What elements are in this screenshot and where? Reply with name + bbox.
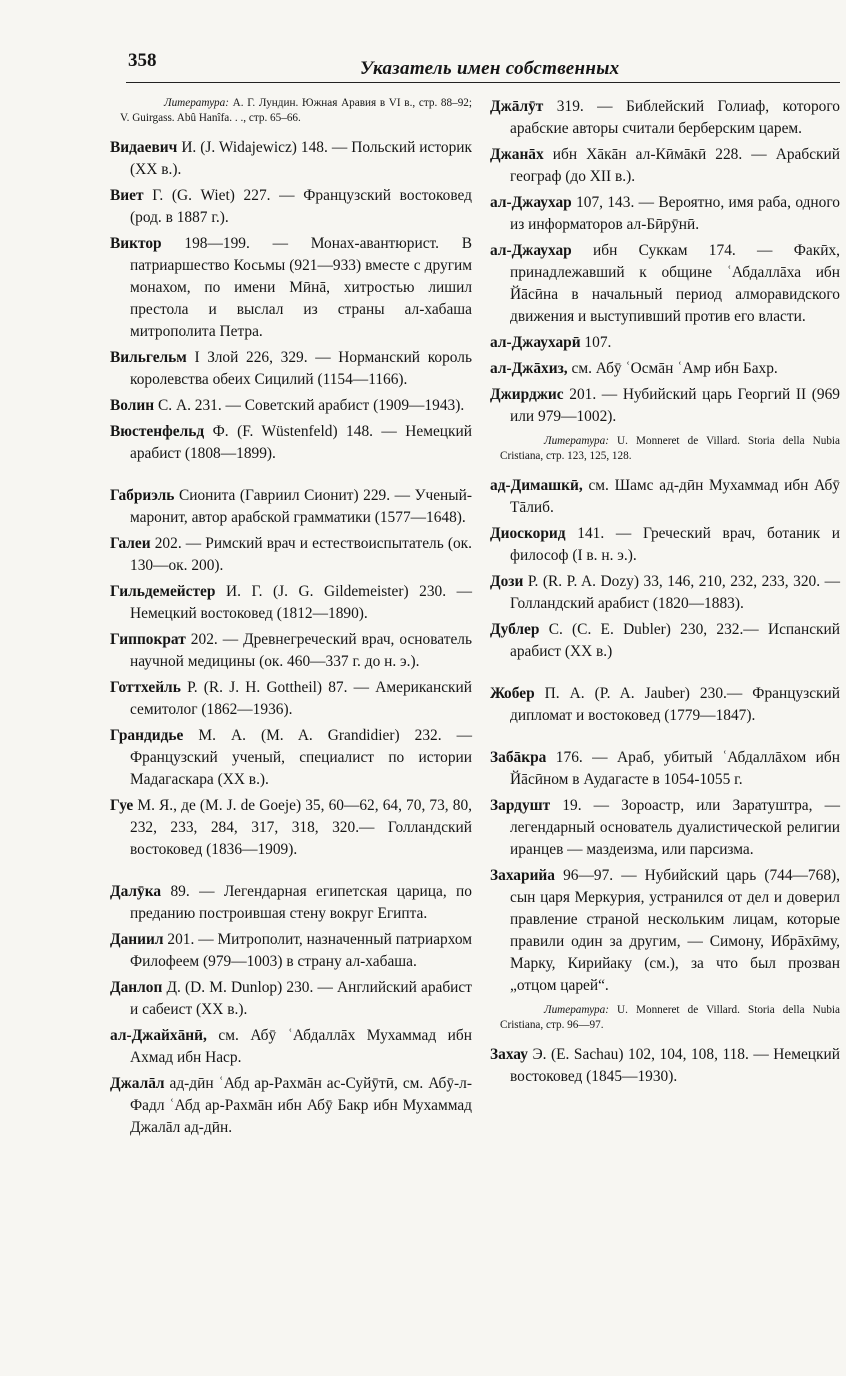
- index-entry: [110, 629, 472, 673]
- entry-headword: Галеи: [110, 535, 151, 552]
- literature-text: U. Monneret de Villard. Storia della Nubia Cristiana, стр. 96—97.: [500, 1004, 840, 1031]
- entry-text: С. А. 231. — Советский арабист (1909—1943).: [158, 397, 465, 414]
- index-entry: [110, 421, 472, 465]
- entry-headword: Гиппократ: [110, 631, 186, 648]
- entry-text: С. (C. E. Dubler) 230, 232.— Испанский арабист (XX в.): [510, 621, 840, 660]
- entry-headword: Джанāх: [490, 146, 544, 163]
- entry-text: см. Абӯ ʿОсмāн ʿАмр ибн Бахр.: [571, 360, 778, 377]
- index-entry: [490, 96, 840, 140]
- entry-text: И. Г. (J. G. Gildemeister) 230. — Немецкий востоковед (1812—1890).: [130, 583, 472, 622]
- entry-headword: Волин: [110, 397, 155, 414]
- entry-headword: Дублер: [490, 621, 540, 638]
- entry-text: 96—97. — Нубийский царь (744—768), сын царя Меркурия, устранился от дел и доверил правление страной нескольким лицам, которые правили один за другим, — Симону, Ибрāхӣму, Марку, Кирийаку (см.), за что был прозван „отцом царей“.: [510, 867, 840, 994]
- entry-headword: Готтхейль: [110, 679, 181, 696]
- index-entry: [490, 747, 840, 791]
- entry-text: И. (J. Widajewicz) 148. — Польский историк (XX в.).: [130, 139, 472, 178]
- entry-text: 202. — Древнегреческий врач, основатель научной медицины (ок. 460—337 г. до н. э.).: [130, 631, 472, 670]
- literature-note: [490, 1003, 840, 1032]
- left-column: [110, 96, 472, 1143]
- entry-text: Э. (E. Sachau) 102, 104, 108, 118. — Немецкий востоковед (1845—1930).: [510, 1046, 840, 1085]
- entry-headword: Джалāл: [110, 1075, 165, 1092]
- entry-headword: Дози: [490, 573, 524, 590]
- index-entry: [490, 1044, 840, 1088]
- entry-headword: Захарийа: [490, 867, 555, 884]
- entry-text: 319. — Библейский Голиаф, которого арабские авторы считали берберским царем.: [510, 98, 840, 137]
- entry-text: ибн Хāкāн ал-Кӣмāкӣ 228. — Арабский географ (до XII в.).: [510, 146, 840, 185]
- entry-text: ад-дӣн ʿАбд ар-Рахмāн ас-Суйӯтӣ, см. Абӯ-л-Фадл ʿАбд ар-Рахмāн ибн Абӯ Бакр ибн Мухаммад Джалāл ад-дӣн.: [130, 1075, 472, 1136]
- index-entry: [490, 619, 840, 663]
- entry-text: 176. — Араб, убитый ʿАбдаллāхом ибн Йāсӣном в Аудагасте в 1054-1055 г.: [510, 749, 840, 788]
- index-entry: [490, 332, 840, 354]
- index-entry: [490, 571, 840, 615]
- index-entry: [490, 795, 840, 861]
- letter-section-gap: [490, 731, 840, 747]
- entry-text: 202. — Римский врач и естествоиспытатель (ок. 130—ок. 200).: [130, 535, 472, 574]
- index-entry: [110, 725, 472, 791]
- entry-text: 141. — Греческий врач, ботаник и философ (I в. н. э.).: [510, 525, 840, 564]
- entry-text: 201. — Нубийский царь Георгий II (969 или 979—1002).: [510, 386, 840, 425]
- index-entry: [490, 384, 840, 428]
- literature-text: U. Monneret de Villard. Storia della Nubia Cristiana, стр. 123, 125, 128.: [500, 435, 840, 462]
- index-entry: [490, 683, 840, 727]
- entry-text: Д. (D. M. Dunlop) 230. — Английский арабист и сабеист (XX в.).: [130, 979, 472, 1018]
- index-entry: [110, 233, 472, 343]
- entry-text: 198—199. — Монах-авантюрист. В патриаршество Косьмы (921—933) вместе с другим монахом, по имени Мӣнā, хитростью лишил престола и выслал из страны ал-хабаша митрополита Петра.: [130, 235, 472, 340]
- index-entry: [490, 475, 840, 519]
- literature-label: Литература:: [544, 1004, 609, 1016]
- entry-text: Г. (G. Wiet) 227. — Французский востоковед (род. в 1887 г.).: [130, 187, 472, 226]
- entry-headword: Жобер: [490, 685, 535, 702]
- index-entry: [490, 240, 840, 328]
- entry-headword: ал-Джайхāнӣ,: [110, 1027, 207, 1044]
- entry-headword: Виет: [110, 187, 144, 204]
- entry-headword: ал-Джаухарӣ: [490, 334, 581, 351]
- entry-headword: Захау: [490, 1046, 528, 1063]
- page-number: 358: [128, 50, 157, 71]
- entry-text: П. А. (P. A. Jauber) 230.— Французский дипломат и востоковед (1779—1847).: [510, 685, 840, 724]
- entry-headword: Виктор: [110, 235, 162, 252]
- entry-headword: Зардушт: [490, 797, 551, 814]
- index-entry: [490, 523, 840, 567]
- literature-label: Литература:: [164, 97, 229, 109]
- entry-text: 201. — Митрополит, назначенный патриархом Филофеем (979—1003) в страну ал-хабаша.: [130, 931, 472, 970]
- entry-headword: Даниил: [110, 931, 164, 948]
- index-entry: [110, 395, 472, 417]
- index-entry: [110, 185, 472, 229]
- entry-headword: Далӯка: [110, 883, 162, 900]
- index-entry: [110, 929, 472, 973]
- index-entry: [110, 1073, 472, 1139]
- index-entry: [490, 358, 840, 380]
- entry-headword: Вюстенфельд: [110, 423, 205, 440]
- index-entry: [110, 881, 472, 925]
- entry-headword: Забāкра: [490, 749, 547, 766]
- entry-headword: ал-Джаухар: [490, 194, 572, 211]
- entry-text: М. Я., де (M. J. de Goeje) 35, 60—62, 64, 70, 73, 80, 232, 233, 284, 317, 318, 320.— Голландский востоковед (1836—1909).: [130, 797, 472, 858]
- index-entry: [490, 192, 840, 236]
- entry-text: ибн Суккам 174. — Факӣх, принадлежавший к общине ʿАбдаллāха ибн Йāсӣна в начальный период алморавидского движения и выступивший против его власти.: [510, 242, 840, 325]
- entry-headword: Грандидье: [110, 727, 184, 744]
- entry-headword: Вильгельм: [110, 349, 187, 366]
- letter-section-gap: [110, 865, 472, 881]
- letter-section-gap: [110, 469, 472, 485]
- entry-headword: Диоскорид: [490, 525, 566, 542]
- header-rule: [126, 82, 840, 83]
- index-entry: [110, 677, 472, 721]
- entry-headword: Видаевич: [110, 139, 178, 156]
- entry-text: см. Абӯ ʿАбдаллāх Мухаммад ибн Ахмад ибн Наср.: [130, 1027, 472, 1066]
- entry-text: Р. (R. J. H. Gottheil) 87. — Американский семитолог (1862—1936).: [130, 679, 472, 718]
- index-entry: [490, 144, 840, 188]
- entry-headword: ал-Джаухар: [490, 242, 572, 259]
- index-entry: [110, 347, 472, 391]
- entry-headword: ал-Джāхиз,: [490, 360, 568, 377]
- right-column: [490, 96, 840, 1092]
- entry-headword: Гильдемейстер: [110, 583, 216, 600]
- entry-text: см. Шамс ад-дӣн Мухаммад ибн Абӯ Тāлиб.: [510, 477, 840, 516]
- index-entry: [110, 1025, 472, 1069]
- entry-text: Ф. (F. Wüstenfeld) 148. — Немецкий арабист (1808—1899).: [130, 423, 472, 462]
- entry-text: Сионита (Гавриил Сионит) 229. — Ученый-маронит, автор арабской грамматики (1577—1648).: [130, 487, 472, 526]
- entry-text: I Злой 226, 329. — Норманский король королевства обеих Сицилий (1154—1166).: [130, 349, 472, 388]
- entry-headword: Джирджис: [490, 386, 564, 403]
- index-entry: [110, 533, 472, 577]
- entry-text: Р. (R. P. A. Dozy) 33, 146, 210, 232, 233, 320. — Голландский арабист (1820—1883).: [510, 573, 840, 612]
- entry-headword: ад-Димашкӣ,: [490, 477, 583, 494]
- entry-text: 107.: [584, 334, 612, 351]
- entry-text: 19. — Зороастр, или Заратуштра, — легендарный основатель дуалистической религии иранцев — маздеизма, или парсизма.: [510, 797, 840, 858]
- index-entry: [110, 485, 472, 529]
- literature-note: [490, 434, 840, 463]
- letter-section-gap: [490, 667, 840, 683]
- index-entry: [110, 977, 472, 1021]
- literature-label: Литература:: [544, 435, 609, 447]
- entry-headword: Джāлӯт: [490, 98, 544, 115]
- entry-text: М. А. (M. A. Grandidier) 232. — Французский ученый, специалист по истории Мадагаскара (XX в.).: [130, 727, 472, 788]
- entry-text: 89. — Легендарная египетская царица, по преданию построившая стену вокруг Египта.: [130, 883, 472, 922]
- running-title: Указатель имен собственных: [360, 58, 620, 79]
- literature-text: А. Г. Лундин. Южная Аравия в VI в., стр. 88–92; V. Guirgass. Abû Hanîfa. . ., стр. 65–66.: [120, 97, 473, 124]
- entry-headword: Габриэль: [110, 487, 175, 504]
- entry-headword: Гуе: [110, 797, 134, 814]
- literature-note: [110, 96, 472, 125]
- entry-headword: Данлоп: [110, 979, 163, 996]
- entry-text: 107, 143. — Вероятно, имя раба, одного из информаторов ал-Бӣрӯнӣ.: [510, 194, 840, 233]
- index-entry: [490, 865, 840, 997]
- index-entry: [110, 137, 472, 181]
- index-entry: [110, 581, 472, 625]
- index-entry: [110, 795, 472, 861]
